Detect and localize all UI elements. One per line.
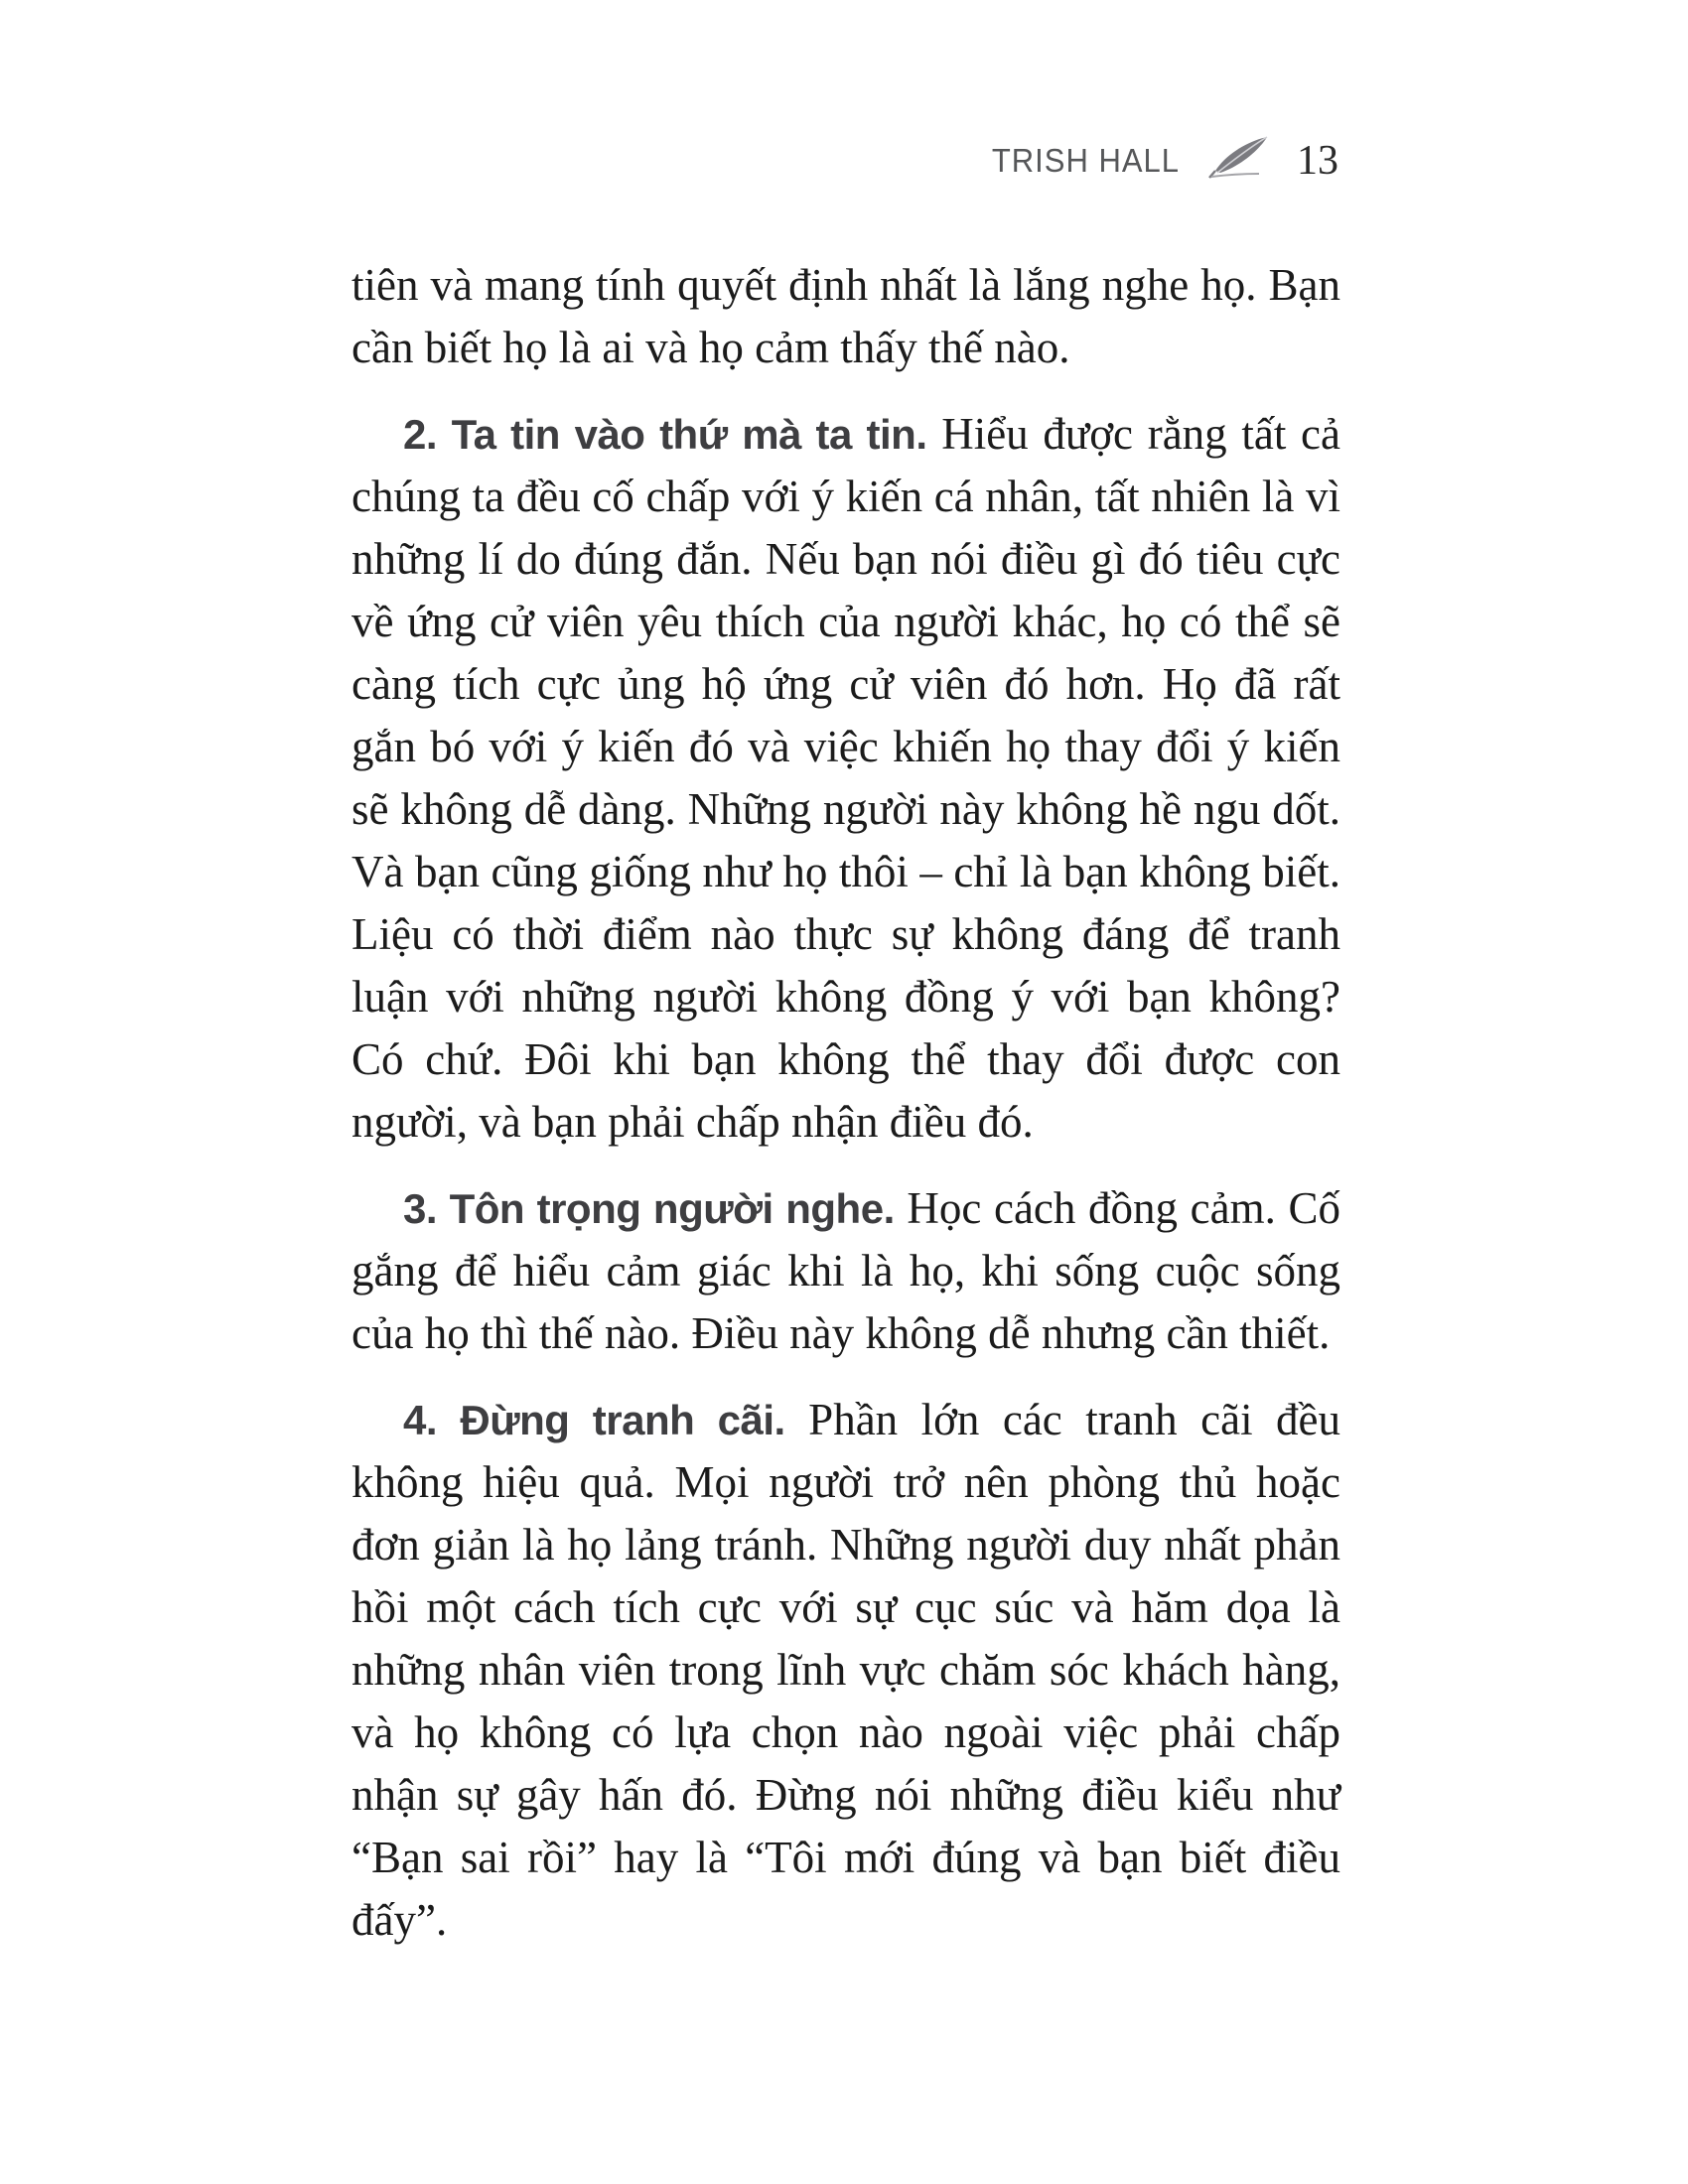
paragraph-rule-3 xyxy=(352,1177,1340,1365)
body-text-column xyxy=(352,254,1340,1952)
page-number: 13 xyxy=(1297,137,1338,184)
paragraph-rule-4 xyxy=(352,1389,1340,1952)
paragraph-text: Học cách đồng cảm. Cố gắng để hiểu cảm giác khi là họ, khi sống cuộc sống của họ thì thế nào. Điều này không dễ nhưng cần thiết. xyxy=(352,1183,1340,1358)
paragraph-text: tiên và mang tính quyết định nhất là lắng nghe họ. Bạn cần biết họ là ai và họ cảm thấy thế nào. xyxy=(352,260,1340,372)
paragraph-text: Phần lớn các tranh cãi đều không hiệu quả. Mọi người trở nên phòng thủ hoặc đơn giản là họ lảng tránh. Những người duy nhất phản hồi một cách tích cực với sự cục súc và hăm dọa là những nhân viên trong lĩnh vực chăm sóc khách hàng, và họ không có lựa chọn nào ngoài việc phải chấp nhận sự gây hấn đó. Đừng nói những điều kiểu như “Bạn sai rồi” hay là “Tôi mới đúng và bạn biết điều đấy”. xyxy=(352,1395,1340,1945)
paragraph-lead: 2. Ta tin vào thứ mà ta tin. xyxy=(403,411,927,458)
paragraph-text: Hiểu được rằng tất cả chúng ta đều cố chấp với ý kiến cá nhân, tất nhiên là vì những lí do đúng đắn. Nếu bạn nói điều gì đó tiêu cực về ứng cử viên yêu thích của người khác, họ có thể sẽ càng tích cực ủng hộ ứng cử viên đó hơn. Họ đã rất gắn bó với ý kiến đó và việc khiến họ thay đổi ý kiến sẽ không dễ dàng. Những người này không hề ngu dốt. Và bạn cũng giống như họ thôi – chỉ là bạn không biết. Liệu có thời điểm nào thực sự không đáng để tranh luận với những người không đồng ý với bạn không? Có chứ. Đôi khi bạn không thể thay đổi được con người, và bạn phải chấp nhận điều đó. xyxy=(352,409,1340,1147)
paragraph-lead: 3. Tôn trọng người nghe. xyxy=(403,1185,895,1232)
quill-feather-icon xyxy=(1207,135,1273,186)
running-header-author: TRISH HALL xyxy=(991,141,1180,179)
paragraph-lead: 4. Đừng tranh cãi. xyxy=(403,1397,785,1443)
running-header xyxy=(992,135,1338,186)
paragraph-continued xyxy=(352,254,1340,379)
paragraph-rule-2 xyxy=(352,403,1340,1154)
